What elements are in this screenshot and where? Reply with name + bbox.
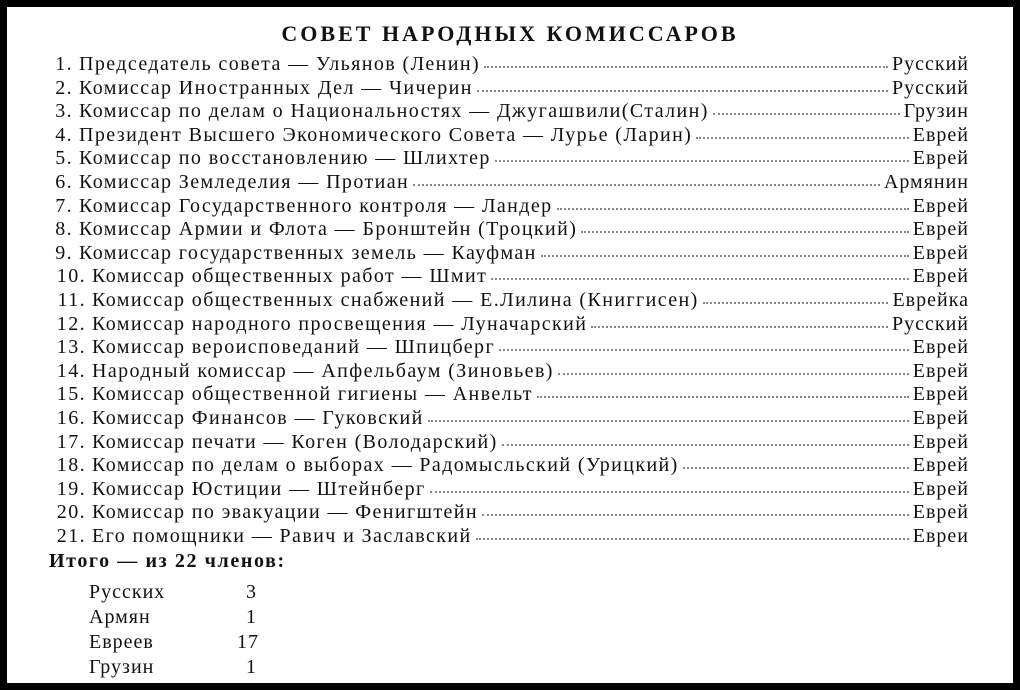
dot-leader — [581, 231, 908, 233]
item-nationality: Еврей — [912, 265, 969, 288]
item-nationality: Евреи — [912, 524, 969, 547]
page-title: СОВЕТ НАРОДНЫХ КОМИССАРОВ — [281, 21, 739, 46]
dot-leader — [558, 373, 909, 375]
item-nationality: Грузин — [903, 100, 969, 123]
item-position-name: Комиссар Государственного контроля — Ландер — [79, 194, 553, 217]
dot-leader — [683, 467, 909, 469]
item-number: 20. — [56, 501, 86, 524]
list-item — [53, 336, 969, 360]
dot-leader — [713, 113, 900, 115]
item-position-name: Комиссар Юстиции — Штейнберг — [92, 477, 426, 500]
dot-leader — [413, 184, 880, 186]
item-position-name: Комиссар Армии и Флота — Бронштейн (Троцкий) — [79, 218, 578, 241]
list-item — [53, 501, 969, 525]
summary-table — [89, 581, 257, 681]
list-item — [53, 242, 969, 266]
dot-leader — [541, 255, 909, 257]
item-number: 9. — [55, 241, 73, 264]
list-item — [53, 289, 969, 313]
dot-leader — [495, 160, 909, 162]
item-nationality: Еврей — [912, 406, 969, 429]
item-number: 17. — [56, 430, 86, 453]
item-nationality: Еврей — [912, 194, 969, 217]
item-position-name: Его помощники — Равич и Заславский — [92, 524, 472, 547]
list-item — [53, 171, 969, 195]
item-nationality: Еврей — [912, 359, 969, 382]
item-position-name: Комиссар общественных снабжений — Е.Лилина (Книггисен) — [92, 288, 699, 311]
summary-value: 17 — [237, 631, 259, 653]
commissar-list — [53, 53, 969, 548]
dot-leader — [557, 208, 909, 210]
item-number: 19. — [56, 477, 86, 500]
summary-label: Русских — [89, 581, 166, 603]
item-position-name: Президент Высшего Экономического Совета — Лурье (Ларин) — [79, 123, 693, 146]
item-nationality: Еврей — [912, 218, 969, 241]
item-number: 6. — [55, 170, 73, 193]
item-position-name: Комиссар по делам о Национальностях — Джугашвили(Сталин) — [79, 100, 709, 123]
item-number: 8. — [55, 218, 73, 241]
item-number: 15. — [56, 383, 86, 406]
summary-label: Армян — [89, 606, 151, 628]
item-number: 5. — [55, 147, 73, 170]
item-number: 3. — [55, 100, 73, 123]
summary-value: 1 — [246, 656, 257, 678]
list-item — [53, 124, 969, 148]
dot-leader — [591, 326, 888, 328]
item-position-name: Комиссар государственных земель — Кауфман — [79, 241, 537, 264]
document-page — [7, 7, 1013, 683]
list-item — [53, 195, 969, 219]
list-item — [53, 431, 969, 455]
list-item — [53, 100, 969, 124]
list-item — [53, 313, 969, 337]
item-position-name: Комиссар народного просвещения — Луначарский — [92, 312, 588, 335]
item-number: 18. — [56, 454, 86, 477]
dot-leader — [428, 420, 909, 422]
item-position-name: Комиссар по восстановлению — Шлихтер — [79, 147, 491, 170]
item-position-name: Комиссар вероисповеданий — Шпицберг — [92, 336, 496, 359]
list-item — [53, 407, 969, 431]
summary-label: Евреев — [89, 631, 154, 653]
item-number: 14. — [56, 359, 86, 382]
item-nationality: Русский — [892, 312, 969, 335]
dot-leader — [696, 137, 909, 139]
summary-row — [89, 656, 257, 681]
item-nationality: Армянин — [883, 170, 969, 193]
list-item — [53, 53, 969, 77]
list-item — [53, 454, 969, 478]
dot-leader — [476, 538, 909, 540]
list-item — [53, 478, 969, 502]
item-nationality: Русский — [892, 76, 969, 99]
item-number: 13. — [56, 336, 86, 359]
dot-leader — [537, 396, 909, 398]
dot-leader — [703, 302, 889, 304]
dot-leader — [482, 514, 909, 516]
dot-leader — [502, 444, 909, 446]
item-position-name: Комиссар по эвакуации — Фенигштейн — [92, 501, 479, 524]
item-nationality: Русский — [892, 53, 969, 75]
summary-row — [89, 581, 257, 606]
summary-value: 3 — [246, 581, 257, 603]
item-position-name: Комиссар Иностранных Дел — Чичерин — [79, 76, 473, 99]
item-nationality: Еврей — [912, 501, 969, 524]
item-number: 7. — [55, 194, 73, 217]
item-position-name: Народный комиссар — Апфельбаум (Зиновьев) — [92, 359, 554, 382]
list-item — [53, 265, 969, 289]
item-nationality: Еврей — [912, 477, 969, 500]
list-item — [53, 383, 969, 407]
item-position-name: Комиссар печати — Коген (Володарский) — [92, 430, 498, 453]
item-nationality: Еврей — [912, 454, 969, 477]
list-item — [53, 218, 969, 242]
item-position-name: Комиссар общественных работ — Шмит — [92, 265, 488, 288]
list-item — [53, 525, 969, 549]
dot-leader — [430, 491, 909, 493]
item-number: 12. — [56, 312, 86, 335]
dot-leader — [484, 66, 888, 68]
summary-row — [89, 606, 257, 631]
item-number: 10. — [56, 265, 86, 288]
item-nationality: Еврей — [912, 430, 969, 453]
item-nationality: Еврей — [912, 383, 969, 406]
item-nationality: Еврей — [912, 336, 969, 359]
summary-row — [89, 631, 257, 656]
summary-value: 1 — [246, 606, 257, 628]
item-position-name: Комиссар по делам о выборах — Радомысльский (Урицкий) — [92, 454, 679, 477]
item-position-name: Комиссар Земледелия — Протиан — [79, 170, 410, 193]
item-nationality: Еврейка — [892, 288, 969, 311]
item-position-name: Комиссар Финансов — Гуковский — [92, 406, 424, 429]
dot-leader — [477, 90, 888, 92]
summary-label: Грузин — [89, 656, 155, 678]
item-number: 4. — [55, 123, 73, 146]
item-number: 2. — [55, 76, 73, 99]
dot-leader — [499, 349, 909, 351]
item-position-name: Председатель совета — Ульянов (Ленин) — [79, 53, 481, 75]
item-number: 1. — [55, 53, 73, 75]
item-number: 16. — [56, 406, 86, 429]
item-nationality: Еврей — [912, 241, 969, 264]
item-number: 11. — [57, 288, 86, 311]
item-position-name: Комиссар общественной гигиены — Анвельт — [92, 383, 533, 406]
item-nationality: Еврей — [912, 123, 969, 146]
list-item — [53, 147, 969, 171]
dot-leader — [491, 278, 909, 280]
list-item — [53, 360, 969, 384]
list-item — [53, 77, 969, 101]
item-number: 21. — [56, 524, 86, 547]
item-nationality: Еврей — [912, 147, 969, 170]
total-heading: Итого — из 22 членов: — [49, 550, 286, 572]
